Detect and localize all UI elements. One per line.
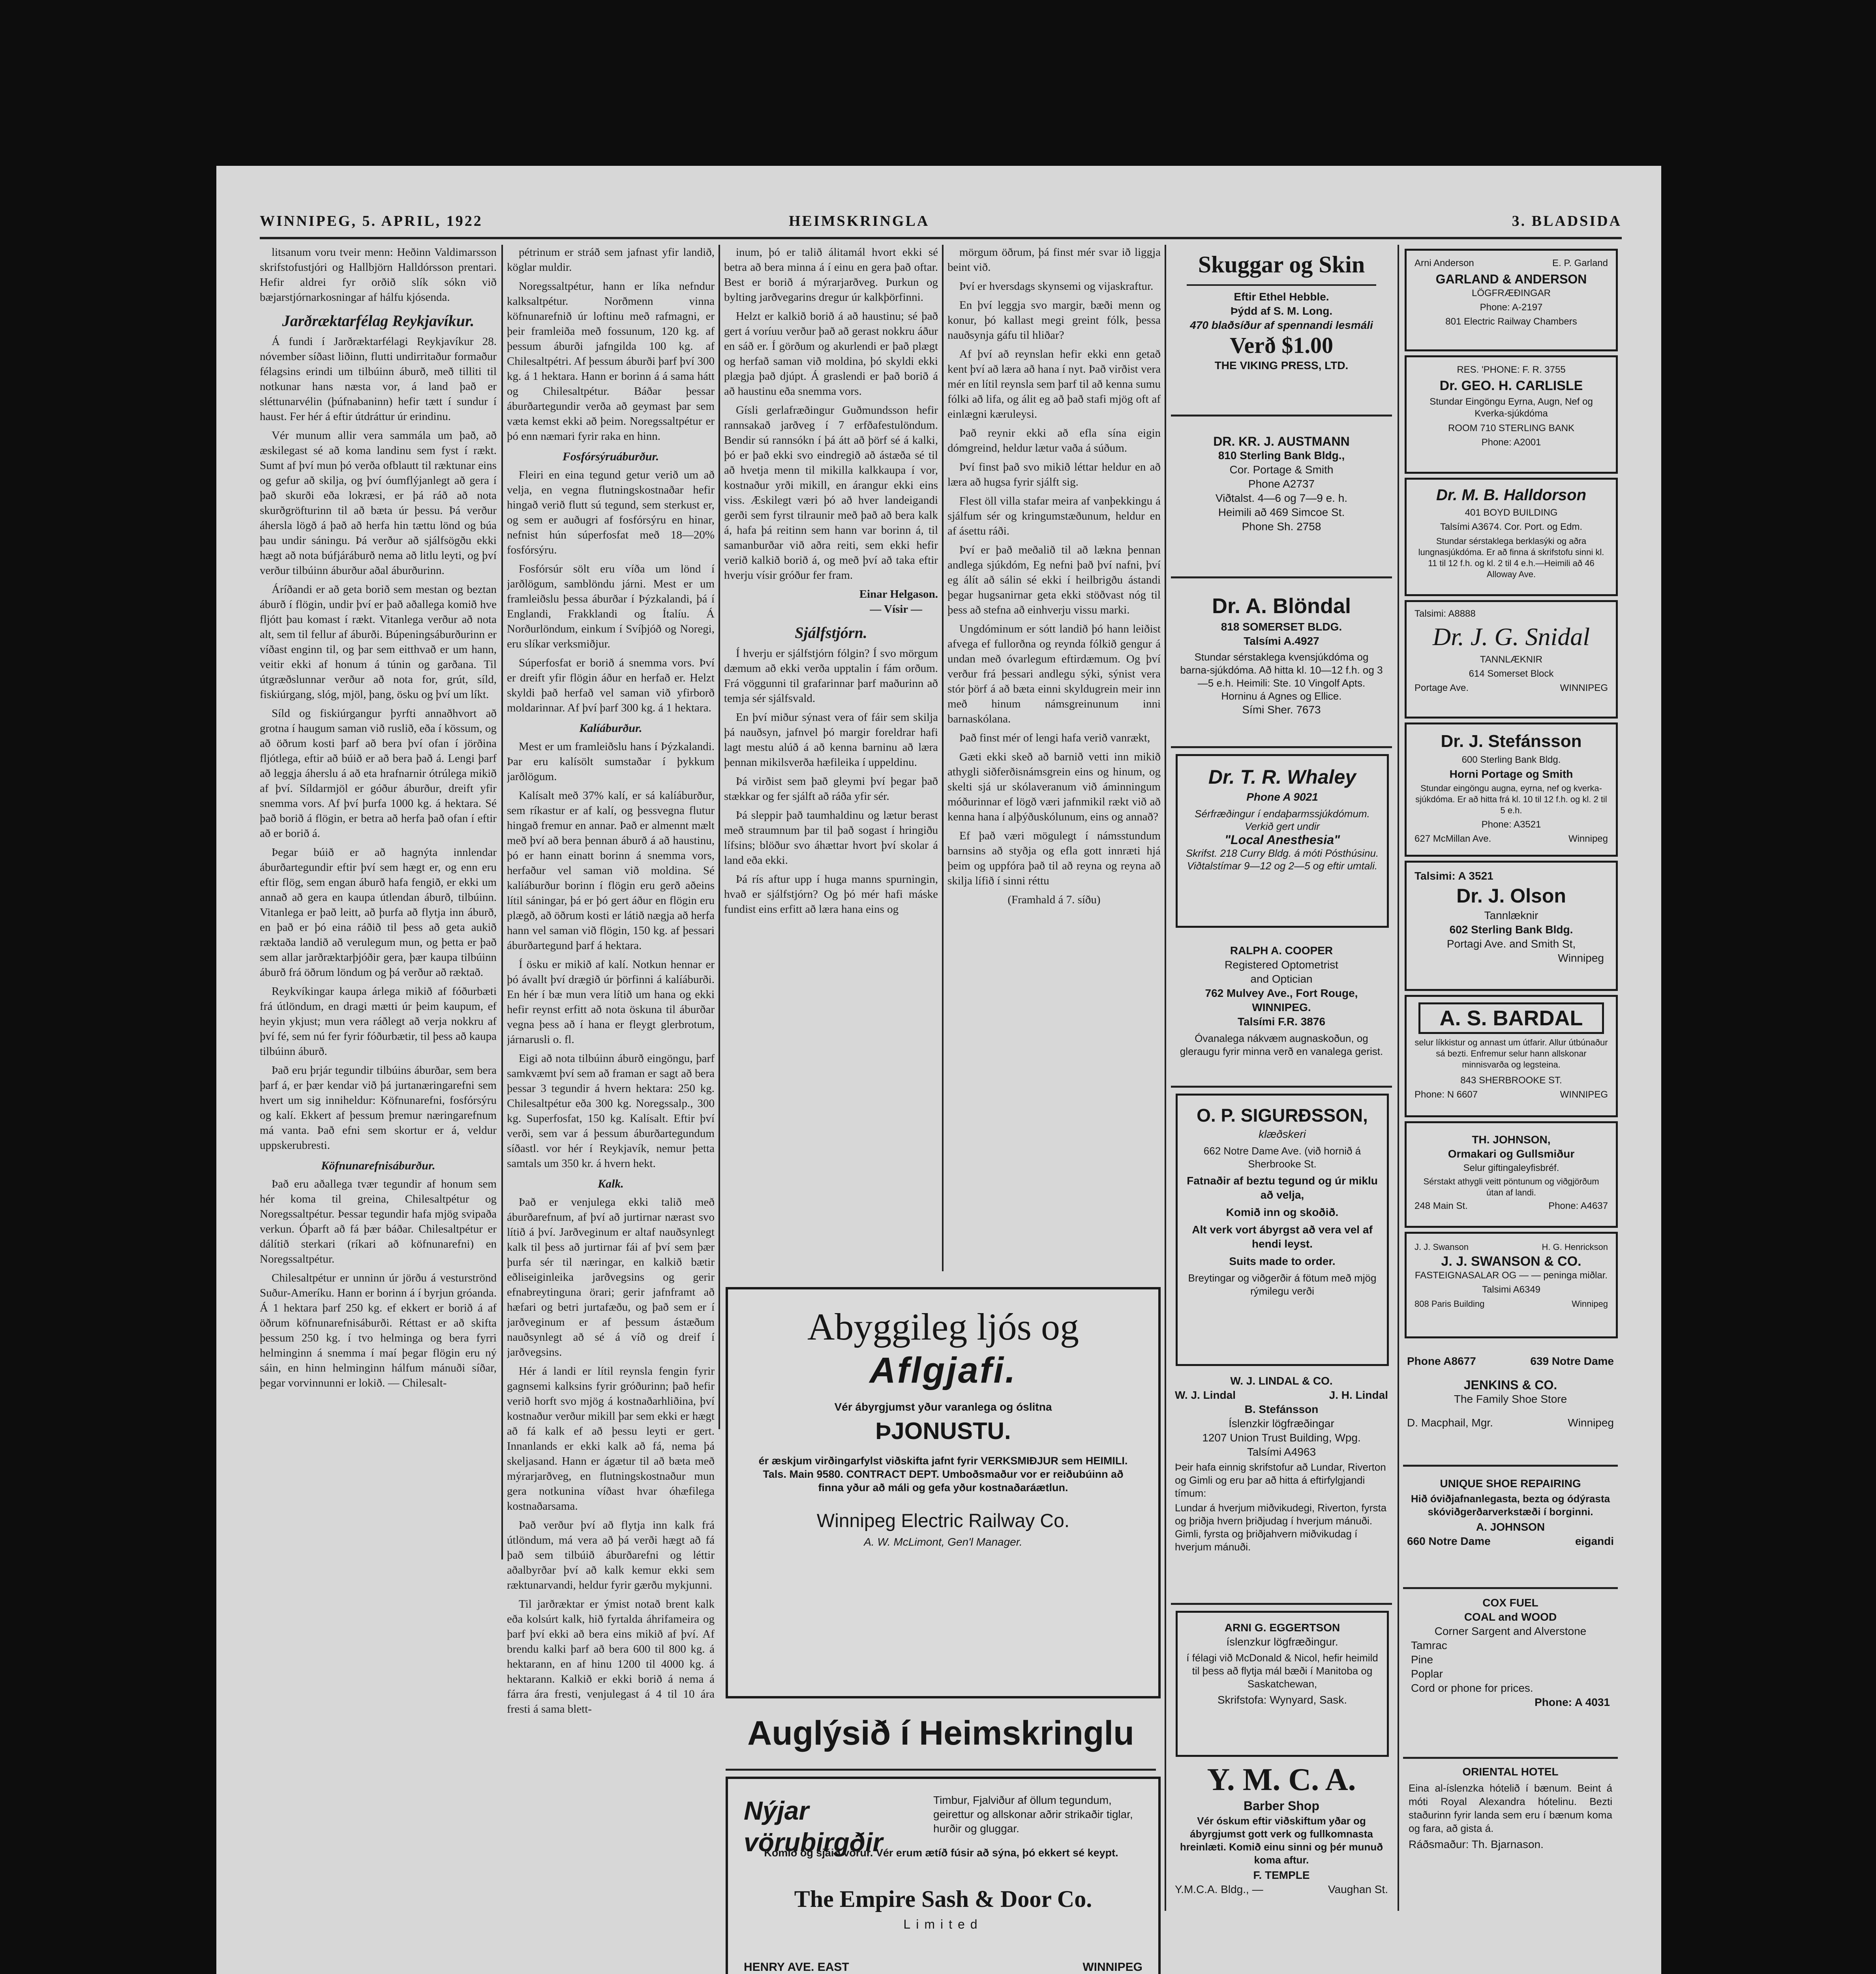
article-paragraph: Þá virðist sem það gleymi því þegar það stækkar og fer sjálft að ráða yfir sér. <box>724 775 938 803</box>
card-text: Þeir hafa einnig skrifstofur að Lundar, Riverton og Gimli og eru þar að hitta á eftirfylgjandi tímum: <box>1175 1461 1386 1499</box>
card-phone: Phone: A4637 <box>1548 1201 1608 1211</box>
article-column-4 <box>947 245 1161 1255</box>
article-column-1 <box>260 245 497 1915</box>
article-paragraph: mörgum öðrum, þá finst mér svar ið liggja beint við. <box>947 246 1161 274</box>
card-address: 810 Sterling Bank Bldg., <box>1218 449 1345 462</box>
card-partner: J. H. Lindal <box>1329 1389 1388 1401</box>
ad-text: D. Macphail, Mgr. <box>1407 1417 1493 1429</box>
card-name: O. P. SIGURÐSSON, <box>1197 1105 1368 1126</box>
card-text: LÖGFRÆÐINGAR <box>1471 288 1551 298</box>
column-rule <box>501 245 503 1559</box>
card-phone: Phone: A-2197 <box>1480 302 1543 313</box>
card-city: WINNIPEG <box>1560 1089 1608 1100</box>
card-text: íslenzkur lögfræðingur. <box>1226 1636 1338 1648</box>
card-austmann <box>1171 418 1392 578</box>
ad-headline: Auglýsið í Heimskringlu <box>747 1714 1134 1752</box>
card-phone: Phone: N 6607 <box>1415 1089 1478 1100</box>
ad-list-item: Poplar <box>1411 1668 1443 1680</box>
article-paragraph: Í hverju er sjálfstjórn fólgin? Í svo mörgum dæmum að ekki verða upptalin í fám orðum. Frá vöggunni til grafarinnar þarf maðurinn að temja sér sjálfsvald. <box>724 647 938 705</box>
card-address: 600 Sterling Bank Bldg. <box>1461 754 1561 765</box>
card-address: 1207 Union Trust Building, Wpg. <box>1202 1432 1361 1444</box>
card-text: Óvanalega nákvæm augnaskoðun, og gleraugu fyrir minna verð en vanalega gerist. <box>1180 1032 1383 1057</box>
card-text: klæðskeri <box>1259 1128 1306 1140</box>
header-page: 3. BLADSIDA <box>1512 213 1622 229</box>
ad-text: A. JOHNSON <box>1476 1521 1545 1533</box>
article-paragraph: Helzt er kalkið borið á að haustinu; sé það gert á voríuu verður það að gerast nokkru áður en sáð er. Í görðum og akurlendi er það plægt og herfað saman við moldina, þó skyldi ekki plægja það djúpt. Á graslendi er það borið á að haustinu eða snemma vors. <box>724 310 938 398</box>
article-paragraph: Eigi að nota tilbúinn áburð eingöngu, þarf samkvæmt því sem að framan er sagt að bera þessar 3 tegundir á hvern hektara: 250 kg. Chilesaltpétur eða 300 kg. Noregssalp., 300 kg. Superfosfat, 150 kg. Kalísalt. Eftir því verði, sem var á þessum áburðartegundum síðastl. vor hér í Reykjavík, nemur þetta samtals um 350 kr. á hvern hekt. <box>507 1052 715 1170</box>
card-address: 401 BOYD BUILDING <box>1465 507 1558 518</box>
column-rule <box>1398 245 1399 1911</box>
article-paragraph: Því er hversdags skynsemi og vijaskraftur. <box>959 280 1154 293</box>
card-blondal <box>1171 580 1392 748</box>
article-paragraph: Það finst mér of lengi hafa verið vanrækt, <box>959 732 1150 744</box>
card-name: W. J. LINDAL & CO. <box>1230 1375 1333 1387</box>
article-paragraph: inum, þó er talið álitamál hvort ekki sé betra að bera minna á í einu en gera það oftar. Best er borið á mýrarjarðveg. Þurkun og bylting jarðvegarins dregur úr kalkþörfinni. <box>724 246 938 304</box>
card-address: Portagi Ave. and Smith St, <box>1446 938 1576 950</box>
card-garland-anderson <box>1405 249 1618 351</box>
ad-text: Ráðsmaður: Th. Bjarnason. <box>1409 1838 1544 1850</box>
section-heading: Kalk. <box>598 1177 624 1190</box>
ad-address: Corner Sargent and Alverstone <box>1434 1625 1587 1637</box>
card-text: Stundar sérstaklega berklasýki og aðra lungnasjúkdóma. Er að finna á skrifstofu sinni kl. 11 til 12 f.h. og kl. 2 til 4 e.h.—Heimili að 46 Alloway Ave. <box>1418 536 1604 579</box>
card-text: Komið inn og skoðið. <box>1226 1206 1339 1218</box>
ad-headline: Nýjar vörubirgðir <box>744 1796 883 1857</box>
ad-company: The Empire Sash & Door Co. <box>794 1886 1092 1912</box>
card-city: WINNIPEG. <box>1252 1001 1311 1013</box>
ad-text: Eina al-íslenzka hótelið í bænum. Beint á móti Royal Alexandra hótelinu. Bezti staðurinn fyrir landa sem eru í bænum koma og fara, að gista á. <box>1409 1782 1612 1834</box>
article-paragraph: Á fundi í Jarðræktarfélagi Reykjavíkur 28. nóvember síðast liðinn, flutti undirritaður formaður félagsins erindi um tilbúinn áburð, með tilliti til notkunar hans næsta vor, á land það er sléttunarvélin (þúfnabaninn) hefir tætt í sundur í haust. Fer hér á eftir útdráttur úr erindinu. <box>260 335 497 423</box>
card-johnson <box>1405 1121 1618 1228</box>
card-name: Dr. M. B. Halldorson <box>1436 486 1587 504</box>
ad-headline: Y. M. C. A. <box>1207 1762 1356 1797</box>
ad-text: F. TEMPLE <box>1253 1869 1310 1881</box>
card-address: 248 Main St. <box>1415 1201 1468 1211</box>
card-address: ROOM 710 STERLING BANK <box>1448 423 1575 433</box>
card-text: Breytingar og viðgerðir á fötum með mjög rýmilegu verði <box>1188 1272 1377 1297</box>
article-paragraph: Ungdóminum er sótt landið þó hann leiðist afvega ef fullorðna og reynda fólkið gengur á undan með óvarlegum eftirdæmum. Og því verður frá þessari andlegu sýki, sýnist vera stór þörf á að bæta einni skyldugrein meir inn með hinum námsgreinunum inni barnaskólana. <box>947 623 1161 725</box>
card-name: GARLAND & ANDERSON <box>1435 272 1587 286</box>
card-address: Skrifstofa: Wynyard, Sask. <box>1217 1694 1347 1706</box>
article-paragraph: Því finst það svo mikið léttar heldur en að læra að hugsa fyrir sjálft sig. <box>947 461 1161 488</box>
article-title: Jarðræktarfélag Reykjavíkur. <box>282 312 475 330</box>
column-rule <box>719 245 720 1429</box>
article-paragraph: Súperfosfat er borið á snemma vors. Því er dreift yfir flögin áður en herfað er. Helzt skyldi það herfað vel saman við yfirborð moldarinnar. Af því þarf 300 kg. á 1 hektara. <box>507 657 715 714</box>
card-phone: Phone A2737 <box>1248 478 1315 490</box>
card-stefansson <box>1405 722 1618 857</box>
card-phone: Talsimi: A8888 <box>1415 608 1476 619</box>
ad-jenkins <box>1403 1346 1618 1467</box>
card-text: Stundar eingöngu augna, eyrna, nef og kverka-sjúkdóma. Er að hitta frá kl. 10 til 12 f.h. og kl. 2 til 5 e.h. <box>1415 783 1607 815</box>
card-eggertson <box>1176 1611 1389 1757</box>
article-paragraph: Þá sleppir það taumhaldinu og lætur berast með straumnum þar til það sogast í hringiðu lífsins; blöður svo áhættar hvort því skolar á land eða ekki. <box>724 809 938 867</box>
ad-text: Eftir Ethel Hebble. <box>1234 291 1329 303</box>
article-title: Sjálfstjórn. <box>795 624 867 642</box>
card-address: 627 McMillan Ave. <box>1415 833 1491 844</box>
card-halldorson <box>1405 478 1618 596</box>
ad-headline: UNIQUE SHOE REPAIRING <box>1440 1477 1581 1490</box>
ad-text: Vér ábyrgjumst yður varanlega og óslitna <box>834 1401 1052 1413</box>
card-address: 801 Electric Railway Chambers <box>1445 316 1577 327</box>
card-phone: Phone Sh. 2758 <box>1242 520 1321 533</box>
card-text: Íslenzkir lögfræðingar <box>1229 1417 1334 1430</box>
article-paragraph: Kalísalt með 37% kalí, er sá kalíáburður, sem ríkastur er af kalí, og þessvegna flutur hingað fremur en annar. Það er almennt mælt með því að bera þennan áburð á að haustinu, þó er hann einatt borinn á snemma vors, herfaður vel saman við moldina. Sé kalíáburður borinn í flögin eru gerð aðeins lítil sáningar, þá er þó gert áður en flögin eru plægð, að öðrum kosti er látið nægja að herfa hann vel saman við flögin, 150 kg. af þessari áburðartegund þarf á hektara. <box>507 789 715 952</box>
ad-address: 660 Notre Dame <box>1407 1535 1491 1547</box>
ad-list-item: Pine <box>1411 1653 1433 1666</box>
card-city: Winnipeg <box>1568 833 1608 844</box>
article-paragraph: Til jarðræktar er ýmist notað brent kalk eða kolsúrt kalk, hið fyrtalda áhrifameira og þarf því ekki að bera eins mikið af því. Af brendu kalki þarf að bera 600 til 800 kg. á hektarann, en af hinu 1200 til 4000 kg. á hektarann. Kalkið er ekki borið á nema á fárra ára fresti, venjulegast á 4 til 10 ára fresti á sama blett- <box>507 1598 715 1715</box>
card-text: Tannlæknir <box>1484 909 1538 921</box>
card-phone: Phone: A3521 <box>1481 819 1541 830</box>
card-text: Stundar Eingöngu Eyrna, Augn, Nef og Kverka-sjúkdóma <box>1430 396 1593 419</box>
header-title: HEIMSKRINGLA <box>789 213 930 229</box>
ad-ymca-barber <box>1171 1761 1392 1903</box>
article-paragraph: Það eru þrjár tegundir tilbúins áburðar, sem bera þarf á, er þær kendar við þá jurtanæringarefni sem hvert um sig inniheldur: Köfnunarefni, fosfórsýru og kalí. Ekkert af þessum þremur næringarefnum má vanta. Það efni sem skortur er á, veldur uppskerubresti. <box>260 1064 497 1152</box>
ad-address: 639 Notre Dame <box>1530 1355 1614 1367</box>
card-text: Selur giftingaleyfisbréf. <box>1463 1163 1559 1173</box>
article-paragraph: En því leggja svo margir, bæði menn og konur, þó kallast megi greint fólk, þessa nauðsynja gáfu til hliðar? <box>947 299 1161 342</box>
card-text: Lundar á hverjum miðvikudegi, Riverton, fyrsta og þriðja hvern þriðjudag í hverjum mánuði. Gimli, fyrsta og þriðjahvern miðvikudag í hverjum mánuði. <box>1175 1502 1387 1553</box>
ad-empire-sash <box>726 1777 1161 1974</box>
card-text: and Optician <box>1250 973 1313 985</box>
card-phone: Talsími A.4927 <box>1244 635 1319 647</box>
card-address: 818 SOMERSET BLDG. <box>1221 621 1342 633</box>
ad-text: eigandi <box>1575 1535 1614 1547</box>
card-phone: Talsími A4963 <box>1247 1446 1316 1458</box>
article-paragraph: Þá rís aftur upp í huga manns spurningin, hvað er sjálfstjórn? Og þó mér hafi máske fundist eins erfitt að læra hana eins og <box>724 873 938 916</box>
card-phone: Phone: A2001 <box>1481 437 1541 448</box>
ad-headline: Abyggileg ljós og <box>807 1306 1079 1348</box>
card-address: 808 Paris Building <box>1415 1299 1485 1309</box>
ad-text: Komið og sjáið vörur. Vér erum ætíð fúsir að sýna, þó ekkert sé keypt. <box>764 1847 1118 1859</box>
card-text: Ormakari og Gullsmiður <box>1448 1148 1575 1160</box>
card-name: Dr. T. R. Whaley <box>1208 766 1356 788</box>
page-header <box>260 209 1622 239</box>
ad-phone: Phone: A 4031 <box>1535 1696 1610 1708</box>
ad-headline: Aflgjafi. <box>869 1350 1017 1390</box>
section-heading: Kalíáburður. <box>579 722 642 735</box>
card-address: 843 SHERBROOKE ST. <box>1460 1075 1562 1086</box>
card-text: Registered Optometrist <box>1225 959 1338 971</box>
card-text: í félagi við McDonald & Nicol, hefir heimild til þess að flytja mál bæði í Manitoba og Saskatchewan, <box>1186 1652 1378 1690</box>
article-paragraph: Chilesaltpétur er unninn úr jörðu á vesturströnd Suður-Ameríku. Hann er borinn á í byrjun gróanda. Á 1 hektara þarf 250 kg. ef ekkert er borið á af öðrum köfnunarefnisáburði. Réttast er að skifta þessum 250 kg. í tvo helminga og bera fyrri helminginn á snemma í maí þegar flögin eru ný sáin, en hinn helminginn hálfum mánuði síðar, þegar vorvinnunni er lokið. — Chilesalt- <box>260 1272 497 1389</box>
card-lindal <box>1171 1370 1392 1605</box>
article-paragraph: Það verður því að flytja inn kalk frá útlöndum, má vera að þá verði hægt að fá það sem tilbúið áburðarefni og léttir aðalbyrðar því að kalk kemur ekki sem ræktunarvandi, heldur fyrir gærðu mykjunni. <box>507 1519 715 1591</box>
article-paragraph: Ef það væri mögulegt í námsstundum barnsins að styðja og efla gott innræti hjá þeim og uppfóra það til að reyna og reyna að skilja lífið í sinni réttu <box>947 829 1161 887</box>
card-city: Winnipeg <box>1558 952 1604 964</box>
card-name: J. J. SWANSON & CO. <box>1441 1254 1581 1269</box>
card-partner: B. Stefánsson <box>1244 1403 1319 1415</box>
ad-city: Winnipeg <box>1568 1417 1614 1429</box>
ad-price: Verð $1.00 <box>1229 332 1334 358</box>
article-signature: Einar Helgason. <box>859 588 938 600</box>
article-paragraph: pétrinum er stráð sem jafnast yfir landið, köglar muldir. <box>507 246 715 274</box>
card-text: Alt verk vort ábyrgst að vera vel af hendi leyst. <box>1192 1223 1373 1250</box>
ad-text: Vér óskum eftir viðskiftum yðar og ábyrgjumst gott verk og fullkomnasta hreinlæti. Komið einu sinni og þér munuð koma aftur. <box>1180 1815 1383 1866</box>
ad-publisher: THE VIKING PRESS, LTD. <box>1214 359 1349 372</box>
article-paragraph: Það eru aðallega tvær tegundir af honum sem hér koma til greina, Chilesaltpétur og Noregssaltpétur. Þessar tegundir hafa mjög svipaða verkun. Óþarft að fá þær báðar. Chilesaltpétur er dálítið sterkari (ríkari að köfnunarefni) en Noregssaltpétur. <box>260 1178 497 1265</box>
article-paragraph: Það reynir ekki að efla sína eigin dómgreind, heldur lætur vaða á súðum. <box>947 427 1161 454</box>
card-name: Dr. A. Blöndal <box>1212 594 1351 618</box>
card-bardal <box>1405 995 1618 1117</box>
ad-text: The Family Shoe Store <box>1454 1393 1567 1405</box>
card-name: ARNI G. EGGERTSON <box>1224 1621 1340 1634</box>
ad-headline: COX FUEL <box>1482 1597 1538 1609</box>
article-paragraph: Gæti ekki skeð að barnið vetti inn mikið athygli siðferðisnámsgrein eins og hinum, og skelti sjá ur skólaveranum við áminningum móðurinnar ef lögð væri jafnmikil rækt við að kenna hana í alþýðuskólunum, eins og annað? <box>947 751 1161 823</box>
header-date: WINNIPEG, 5. APRIL, 1922 <box>260 213 483 229</box>
ad-phone: Phone A8677 <box>1407 1355 1476 1367</box>
card-address: Portage Ave. <box>1415 683 1469 693</box>
card-text: Skrifst. 218 Curry Bldg. á móti Pósthúsinu. Viðtalstímar 9—12 og 2—5 og eftir umtali. <box>1186 847 1379 872</box>
article-paragraph: Reykvíkingar kaupa árlega mikið af fóðurbæti frá útlöndum, en dragi mætti úr þeim kaupum, ef heyin ykjust; mun vera ráðlegt að verja nokkru af því fé, sem nú fer fyrir fóðurbætir, til þess að kaupa tilbúinn áburð. <box>260 985 497 1058</box>
card-carlisle <box>1405 355 1618 474</box>
card-partner: J. J. Swanson <box>1415 1242 1469 1252</box>
card-whaley <box>1176 754 1389 928</box>
card-olson <box>1405 861 1618 991</box>
card-phone: Talsimi A6349 <box>1482 1284 1541 1295</box>
card-text: Stundar sérstaklega kvensjúkdóma og barna-sjúkdóma. Að hitta kl. 10—12 f.h. og 3—5 e.h. Heimili: Ste. 10 Vingolf Apts. Horninu á Agnes og Ellice. <box>1180 651 1383 702</box>
card-phone: Talsími A3674. Cor. Port. og Edm. <box>1440 522 1583 532</box>
ad-headline: ORIENTAL HOTEL <box>1462 1766 1559 1778</box>
article-paragraph: Það er venjulega ekki talið með áburðarefnum, af því að jurtirnar nærast svo lítið á því. Jarðveginum er altaf nauðsynlegt kalk til þess að jurtirnar fái af því sem þær þurfa sér til næringar, en kalkið bætir eðliseiginleika jarðvegsins og gerir efnabreytinguna örari; gerir jafnframt að hæfari og betri jurtafæðu, og það sem er í jarðveginum er af þessum ástæðum nauðsynlegt að sé á víð og dreif í jarðvegsins. <box>507 1196 715 1359</box>
ad-text: 470 blaðsíður af spennandi lesmáli <box>1190 319 1373 331</box>
article-paragraph: Noregssaltpétur, hann er líka nefndur kalksaltpétur. Norðmenn vinna köfnunarefnið úr loftinu með rafmagni, er þeir framleiða með fossunum, 120 kg. af þessum áburði jafngilda 100 kg. af Chilesaltpétri. Af þessum áburði þarf því 300 kg. á 1 hektara. Hann er borinn á á sama hátt og Chilesaltpétur. Báðar þessar áburðartegundir verða að geymast þar sem væta kemst ekki að þeim. Noregssaltpétur er þó enn næmari fyrir raka en hinn. <box>507 280 715 443</box>
continued-note: (Framhald á 7. síðu) <box>1007 893 1101 906</box>
card-city: Winnipeg <box>1572 1299 1608 1309</box>
card-phone: Talsími F.R. 3876 <box>1237 1015 1326 1028</box>
ad-oriental-hotel <box>1403 1761 1618 1903</box>
card-sigurdsson <box>1176 1094 1389 1366</box>
ad-manager: A. W. McLimont, Gen'l Manager. <box>864 1536 1022 1548</box>
card-name: Dr. J. G. Snidal <box>1432 623 1590 651</box>
article-paragraph: Af því að reynslan hefir ekki enn getað kent því að læra að hana í nyt. Það virðist vera mér en lítil reynsla sem þarf til að kenna sumu fólki að lifa, og álit eg að það stafi mjög oft af einlægni kæruleysi. <box>947 348 1161 420</box>
ad-text: Þýdd af S. M. Long. <box>1230 305 1333 317</box>
section-heading: Fosfórsýruáburður. <box>562 450 659 463</box>
ad-cox-fuel <box>1403 1591 1618 1759</box>
card-text: TANNLÆKNIR <box>1480 654 1543 665</box>
card-name: TH. JOHNSON, <box>1472 1133 1551 1146</box>
article-paragraph: Fleiri en eina tegund getur verið um að velja, en vegna flutningskostnaðar hefir hingað verið flutt sú tegund, sem sterkust er, og sem er auðugri af fosfórsýru en hinar, nefnist hún súperfosfat með 18—20% fosfórsýru. <box>507 469 715 556</box>
card-address: 614 Somerset Block <box>1469 668 1554 679</box>
ad-city: WINNIPEG <box>1082 1961 1142 1974</box>
card-name: Dr. GEO. H. CARLISLE <box>1439 378 1583 393</box>
card-address: 762 Mulvey Ave., Fort Rouge, <box>1205 987 1358 999</box>
ad-text: ér æskjum virðingarfylst viðskifta jafnt fyrir VERKSMIÐJUR sem HEIMILI. Tals. Main 9580. CONTRACT DEPT. Umboðsmaður vor er reiðubúinn að finna yður að máli og gefa yður kostnaðaráætlun. <box>758 1455 1128 1494</box>
card-cooper <box>1171 932 1392 1088</box>
card-hours: Viðtalst. 4—6 og 7—9 e. h. <box>1215 492 1348 504</box>
card-name: DR. KR. J. AUSTMANN <box>1213 434 1350 448</box>
ad-text: ÞJONUSTU. <box>875 1418 1011 1444</box>
card-name: Dr. J. Stefánsson <box>1441 732 1582 751</box>
card-address: Horni Portage og Smith <box>1449 768 1573 780</box>
card-name: Dr. J. Olson <box>1456 885 1566 907</box>
ad-auglysid <box>726 1702 1156 1771</box>
ad-skuggar-og-skin <box>1171 249 1392 417</box>
article-paragraph: Síld og fiskiúrgangur þyrfti annaðhvort að grotna í haugum saman við ruslið, eða í kössum, og að öðrum kosti þarf að bera því ofan í jörðina fljótlega, eftir að búið er að bera það á. Lengi þarf að leggja áherslu á að eta hrafnarnir ótrúlega mikið af því. Síldarmjöl er góður áburður, dreift yfir snemma vors. Af því þurfa 1000 kg. á hektara. Sé það borið á flögin, er betra að herfa það ofan í eftir að er borið á. <box>260 707 497 840</box>
article-paragraph: Því er það meðalið til að lækna þennan andlega sjúkdóm, Eg nefni það því nafni, því eg álít að sálin sé ekki í heilbrigðu ástandi þegar hugsanirnar geta ekki stöðvast nóg til þess að stefna að einhverju vissu marki. <box>947 544 1161 616</box>
ad-unique-shoe <box>1403 1469 1618 1589</box>
card-partner: E. P. Garland <box>1552 258 1608 268</box>
card-address: Cor. Portage & Smith <box>1229 463 1334 476</box>
card-home: Heimili að 469 Simcoe St. <box>1218 506 1345 518</box>
article-paragraph: En því miður sýnast vera of fáir sem skilja þá nauðsyn, jafnvel þó margir foreldrar hafi lagt mestu alúð á að kenna barninu að læra þennan mikilsverða hæfileika í uppeldinu. <box>724 711 938 769</box>
article-paragraph: Flest öll villa stafar meira af vanþekkingu á sjálfum sér og kringumstæðunum, heldur en af ásettu ráði. <box>947 495 1161 537</box>
article-paragraph: Þegar búið er að hagnýta innlendar áburðartegundir eftir því sem hægt er, og enn eru eftir flög, sem engan áburð hafa fengið, er ekki um annað að gera en kaupa útlendan áburð, tilbúinn. Vitanlega er það leitt, að þurfa að flytja inn áburð, en það er þó eina ráðið til þess að geta aukið ræktaða landið að verulegum mun, og þetta er það sem allar jarðræktarþjóðir gera, þær kaupa tilbúinn áburð frá öðrum löndum og þá verður að ræktað. <box>260 846 497 979</box>
column-rule <box>1165 245 1166 1911</box>
article-paragraph: Áríðandi er að geta borið sem mestan og beztan áburð í flögin, undir því er það aðallega komið hve fljótt þau komast í rækt. Vitanlega verður að nota alt, sem til fellur af áburði. Búpeningsáburðurinn er víðast enginn til, og þar sem eitthvað er um hann, veitir ekki af honum á túnin og garðana. Til útgræðslunnar verður að nota for, grút, síld, fiskiúrgang, slóg, mjöl, þang, ösku og því um líkt. <box>260 583 497 701</box>
card-snidal <box>1405 600 1618 719</box>
card-swanson <box>1405 1232 1618 1338</box>
article-paragraph: Fosfórsúr sölt eru víða um lönd í jarðlögum, samblöndu járni. Mest er um framleiðslu þessa áburðar í Þýzkalandi, þá í Englandi, Frakklandi og Ítalíu. Á Norðurlöndum, einkum í Svíþjóð og Noregi, eru slíkar verksmiðjur. <box>507 563 715 650</box>
article-lead: litsanum voru tveir menn: Heðinn Valdimarsson skrifstofustjóri og Hallbjörn Halldórsson prentari. Hefir aldrei fyr orðið slík sókn við bæjarstjórnarkosningar af hálfu kjósenda. <box>260 246 497 304</box>
card-name: A. S. BARDAL <box>1418 1002 1604 1034</box>
ad-text: Barber Shop <box>1243 1799 1320 1813</box>
article-paragraph: Mest er um framleiðslu hans í Þýzkalandi. Þar eru kalísölt sumstaðar í þykkum jarðlögum. <box>507 740 715 783</box>
ad-text: Limited <box>903 1917 983 1931</box>
ad-company: JENKINS & CO. <box>1463 1378 1557 1392</box>
card-city: WINNIPEG <box>1560 683 1608 693</box>
card-text: selur líkkistur og annast um útfarir. Allur útbúnaður sá bezti. Enfremur selur hann allskonar minnisvarða og legsteina. <box>1415 1038 1608 1070</box>
card-text: Suits made to order. <box>1229 1255 1336 1267</box>
ad-company: Winnipeg Electric Railway Co. <box>816 1511 1070 1531</box>
article-source: — Vísir — <box>870 603 922 615</box>
card-text: Sérfræðingur í endaþarmssjúkdómum. Verkið gert undir <box>1195 808 1370 832</box>
ad-address: Vaughan St. <box>1328 1883 1388 1895</box>
section-heading: Köfnunarefnisáburður. <box>321 1159 435 1172</box>
card-phone: Phone A 9021 <box>1246 791 1318 803</box>
article-paragraph: Í ösku er mikið af kalí. Notkun hennar er þó ávallt því drægið úr þörfinni á kalíáburði. En hér í bæ mun vera lítið um hana og ekki hefir reynst erfitt að nota öskuna til áburðar vegna þess að í hana er fleygt glerbrotum, járnarusli o. fl. <box>507 958 715 1046</box>
ad-address: Y.M.C.A. Bldg., — <box>1175 1883 1263 1895</box>
ad-address: HENRY AVE. EAST <box>744 1961 849 1974</box>
ad-text: Timbur, Fjalviður af öllum tegundum, geirettur og allskonar aðrir strikaðir tiglar, hurðir og gluggar. <box>933 1794 1133 1835</box>
card-partner: W. J. Lindal <box>1175 1389 1236 1401</box>
card-phone: RES. 'PHONE: F. R. 3755 <box>1457 364 1566 375</box>
card-address: 662 Notre Dame Ave. (við hornið á Sherbrooke St. <box>1203 1145 1361 1170</box>
card-name: RALPH A. COOPER <box>1230 944 1333 957</box>
ad-headline: COAL and WOOD <box>1464 1611 1557 1623</box>
card-partner: Arni Anderson <box>1415 258 1474 268</box>
article-column-3 <box>724 245 938 1255</box>
article-paragraph: Hér á landi er lítil reynsla fengin fyrir gagnsemi kalksins fyrir gróðurinn; það hefir verið horft svo mjög á kostnaðarhliðina, því kostnaður verður mikill þar sem ekki er hægt að fá kalk ef að þessu leyti er gert. Innanlands er ekki kalk að fá, nema þá skeljasand. Hann er ágætur til að bæta með mýrarjarðveg, en flutningskostnaður mun gera notkunina víðast hvar óhæfilega kostnaðarsama. <box>507 1365 715 1512</box>
card-text: FASTEIGNASALAR OG — — peninga miðlar. <box>1415 1270 1608 1281</box>
ad-text: Hið óviðjafnanlegasta, bezta og ódýrasta skóviðgerðarverkstæði í borginni. <box>1411 1493 1610 1518</box>
ad-headline: Skuggar og Skin <box>1198 251 1365 278</box>
card-text: "Local Anesthesia" <box>1224 833 1340 847</box>
card-text: Fatnaðir af beztu tegund og úr miklu að velja, <box>1187 1175 1378 1201</box>
card-text: Sérstakt athygli veitt pöntunum og viðgjörðum útan af landi. <box>1423 1177 1599 1197</box>
ad-list-item: Tamrac <box>1411 1639 1447 1651</box>
card-phone: Sími Sher. 7673 <box>1242 704 1321 716</box>
article-paragraph: Vér munum allir vera sammála um það, að æskilegast sé að koma landinu sem fyst í rækt. Sumt af því mun þó verða ofblautt til ræktunar eins og gefur að skilja, og því óumflýjanlegt að gera í það skurði eða lokræsi, er þá ráð að nota skurðgröfturinn til að bæta úr þessu. Þá verður áhersla lögð á það að herfa hin tættu lönd og búa þau undir sáningu. Þá verður að sjálfsögðu ekki hægt að nota búfjáráburð nema að litlu leyti, og því verður tilbúinn áburður aðal áburðurinn. <box>260 429 497 577</box>
ad-electric-railway <box>726 1287 1161 1698</box>
article-column-2 <box>507 245 715 1915</box>
card-address: 602 Sterling Bank Bldg. <box>1449 923 1573 936</box>
ad-list-item: Cord or phone for prices. <box>1411 1682 1533 1694</box>
column-rule <box>942 245 944 1271</box>
newspaper-page <box>216 166 1661 1974</box>
article-paragraph: Gísli gerlafræðingur Guðmundsson hefir rannsakað jarðveg í 7 erfðafestulöndum. Bendir sú rannsókn í þá átt að þörf sé á kalki, þó er það ekki svo eindregið að ástæða sé til að hvetja menn til mikilla kalkkaupa í vor, kostnaður yrði mikill, en árangur ekki eins viss. Æskilegt væri þó að hver landeigandi gerði sem fyrst tilraunir með það að bera kalk á, hafa þá reitinn sem hann var borinn á, til samanburðar við aðra reiti, sem ekki hefir verið kalkið borið á, og með því að taka eftir hverju vísir gróður fer fram. <box>724 404 938 582</box>
card-phone: Talsimi: A 3521 <box>1415 870 1493 882</box>
card-partner: H. G. Henrickson <box>1542 1242 1608 1252</box>
